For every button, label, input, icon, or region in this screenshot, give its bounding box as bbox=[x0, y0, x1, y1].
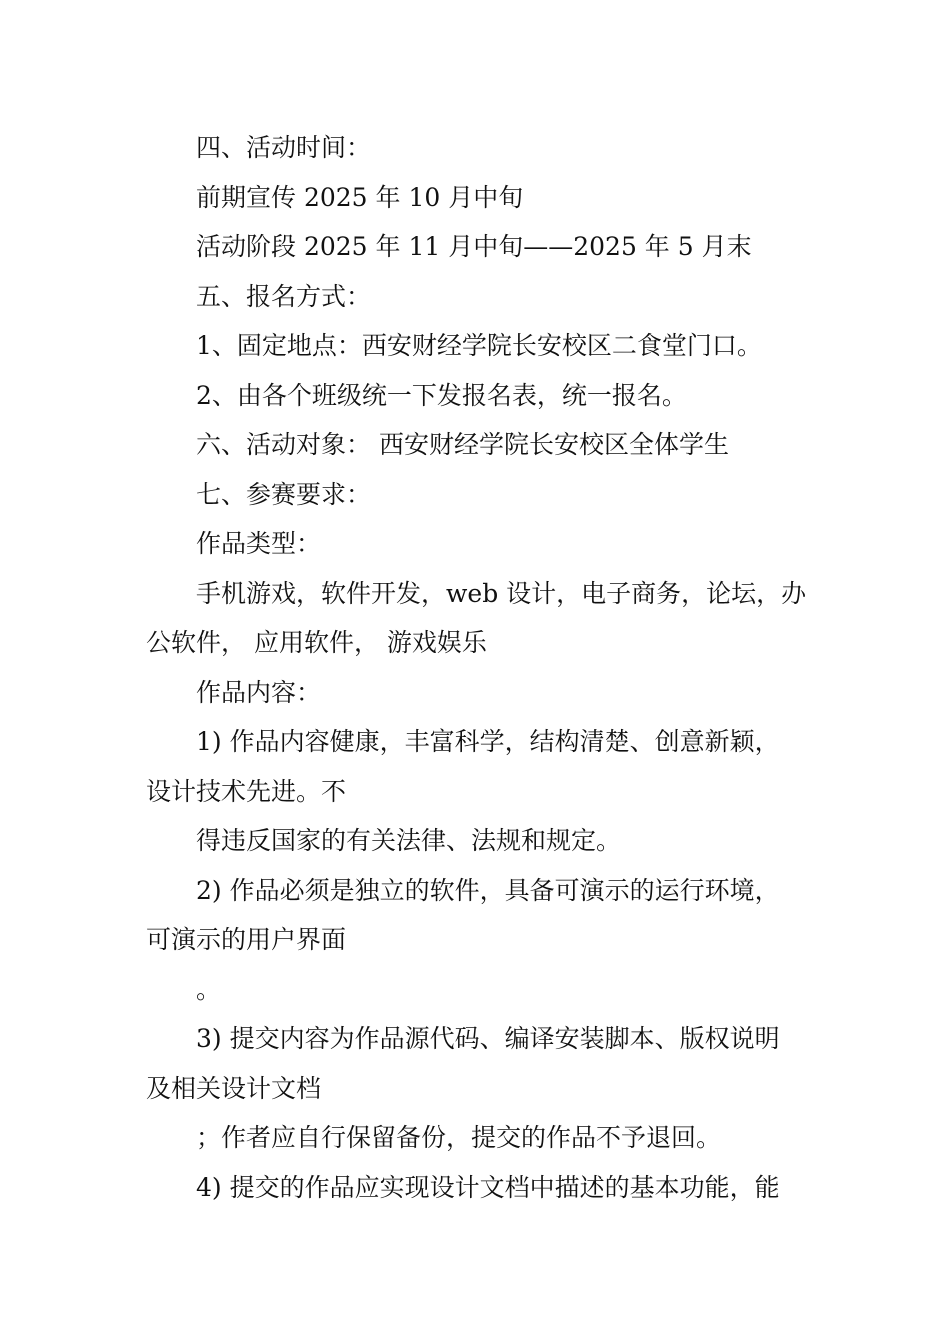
subheading-work-type: 作品类型： bbox=[196, 529, 322, 558]
paragraph-line: 前期宣传 2025 年 10 月中旬 bbox=[196, 182, 524, 212]
paragraph-line: 及相关设计文档 bbox=[146, 1073, 322, 1103]
section-heading-time: 四、活动时间： bbox=[196, 133, 372, 162]
paragraph-line: 。 bbox=[196, 974, 222, 1004]
subheading-work-content: 作品内容： bbox=[196, 677, 322, 707]
paragraph-line: 公软件， 应用软件， 游戏娱乐 bbox=[146, 628, 487, 657]
paragraph-line: 2、由各个班级统一下发报名表，统一报名。 bbox=[196, 380, 687, 410]
paragraph-line: 3) 提交内容为作品源代码、编译安装脚本、版权说明 bbox=[196, 1024, 780, 1053]
section-heading-audience: 六、活动对象： 西安财经学院长安校区全体学生 bbox=[196, 430, 729, 459]
paragraph-line: 可演示的用户界面 bbox=[146, 925, 347, 954]
paragraph-line: 活动阶段 2025 年 11 月中旬——2025 年 5 月末 bbox=[196, 232, 752, 261]
paragraph-line: 得违反国家的有关法律、法规和规定。 bbox=[196, 826, 622, 855]
paragraph-line: 设计技术先进。不 bbox=[146, 776, 347, 806]
paragraph-line: 手机游戏，软件开发，web 设计，电子商务，论坛，办 bbox=[196, 578, 807, 608]
paragraph-line: 2) 作品必须是独立的软件，具备可演示的运行环境， bbox=[196, 875, 780, 905]
paragraph-line: 4) 提交的作品应实现设计文档中描述的基本功能，能 bbox=[196, 1172, 780, 1202]
section-heading-requirements: 七、参赛要求： bbox=[196, 479, 372, 509]
paragraph-line: 1) 作品内容健康，丰富科学，结构清楚、创意新颖， bbox=[196, 727, 780, 756]
section-heading-registration: 五、报名方式： bbox=[196, 281, 372, 311]
document-body bbox=[146, 123, 810, 1212]
paragraph-line: ；作者应自行保留备份，提交的作品不予退回。 bbox=[196, 1123, 722, 1152]
paragraph-line: 1、固定地点：西安财经学院长安校区二食堂门口。 bbox=[196, 331, 762, 360]
